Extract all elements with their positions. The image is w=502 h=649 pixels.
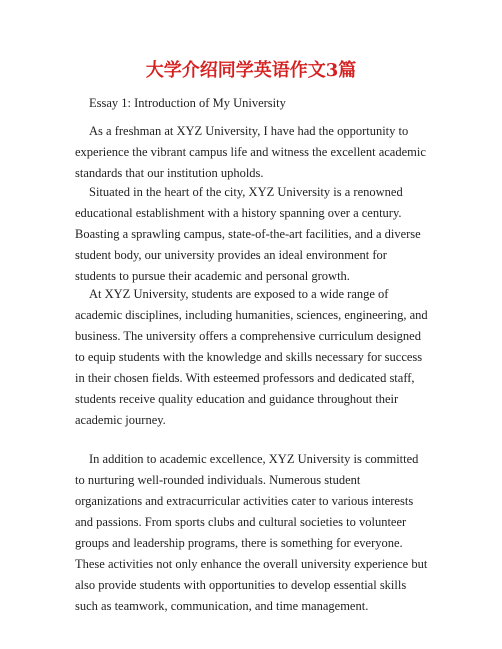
paragraph-1: As a freshman at XYZ University, I have had the opportunity to experience the vibrant campus life and witness the excellent academic standards that our institution upholds. bbox=[75, 124, 426, 180]
document-title: 大学介绍同学英语作文3篇 bbox=[145, 60, 357, 81]
paragraph-3: At XYZ University, students are exposed to a wide range of academic disciplines, including humanities, sciences, engineering, and business. The university offers a comprehensive curriculum designed to equip students with the knowledge and skills necessary for success in their chosen fields. With esteemed professors and dedicated staff, students receive quality education and guidance throughout their academic journey. bbox=[75, 287, 428, 427]
essay-heading: Essay 1: Introduction of My University bbox=[89, 96, 286, 110]
paragraph-4: In addition to academic excellence, XYZ University is committed to nurturing well-rounded individuals. Numerous student organizations and extracurricular activities cater to various interests and passions. From sports clubs and cultural societies to volunteer groups and leadership programs, there is something for everyone. These activities not only enhance the overall university experience but also provide students with opportunities to develop essential skills such as teamwork, communication, and time management. bbox=[75, 452, 428, 613]
paragraph-2: Situated in the heart of the city, XYZ University is a renowned educational establishment with a history spanning over a century. Boasting a sprawling campus, state-of-the-art facilities, and a diverse student body, our university provides an ideal environment for students to pursue their academic and personal growth. bbox=[75, 185, 421, 283]
